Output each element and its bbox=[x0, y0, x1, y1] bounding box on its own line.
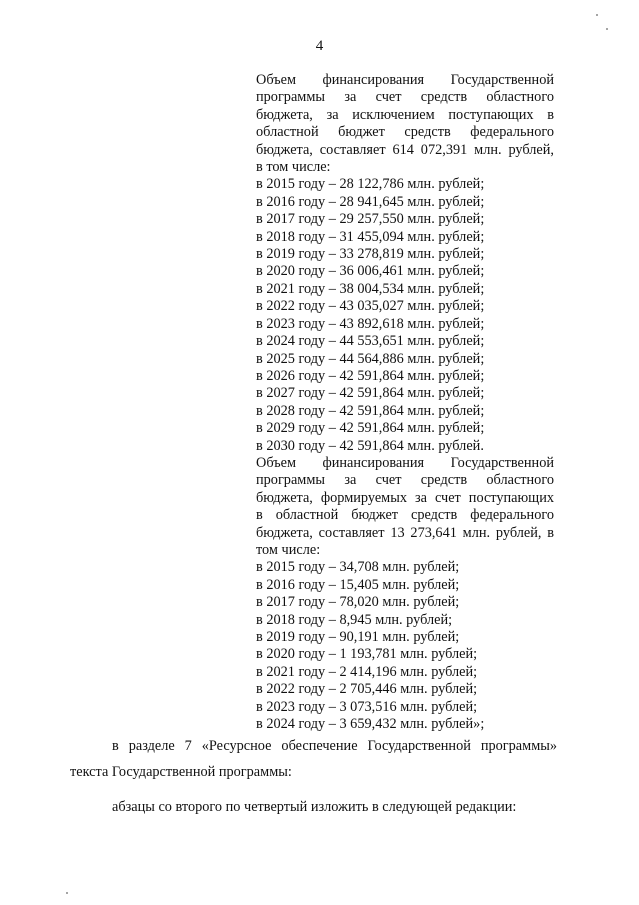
body-paragraph-program-text: текста Государственной программы: bbox=[70, 764, 292, 780]
yearly-amounts-list bbox=[256, 176, 554, 455]
intro-line: Объем финансирования Государственной bbox=[256, 72, 554, 88]
intro-line: бюджета, составляет 614 072,391 млн. рублей, bbox=[256, 141, 554, 158]
year-amount-line: в 2023 году – 3 073,516 млн. рублей; bbox=[256, 698, 478, 715]
yearly-amounts-list bbox=[256, 559, 554, 733]
year-amount-line: в 2028 году – 42 591,864 млн. рублей; bbox=[256, 402, 485, 419]
year-amount-line: в 2029 году – 42 591,864 млн. рублей; bbox=[256, 420, 485, 437]
year-amount-line: в 2019 году – 33 278,819 млн. рублей; bbox=[256, 246, 485, 263]
year-amount-line: в 2021 году – 38 004,534 млн. рублей; bbox=[256, 280, 485, 297]
year-amount-line: в 2020 году – 1 193,781 млн. рублей; bbox=[256, 646, 478, 663]
year-amount-line: в 2018 году – 8,945 млн. рублей; bbox=[256, 611, 453, 628]
scan-speck bbox=[606, 28, 608, 30]
year-amount-line: в 2027 году – 42 591,864 млн. рублей; bbox=[256, 385, 485, 402]
intro-line: Объем финансирования Государственной bbox=[256, 455, 554, 471]
body-paragraph-section-7: в разделе 7 «Ресурсное обеспечение Государственной программы» bbox=[112, 738, 557, 754]
year-amount-line: в 2022 году – 43 035,027 млн. рублей; bbox=[256, 298, 485, 315]
year-amount-line: в 2024 году – 3 659,432 млн. рублей»; bbox=[256, 716, 485, 733]
year-amount-line: в 2020 году – 36 006,461 млн. рублей; bbox=[256, 263, 485, 280]
financing-intro bbox=[256, 72, 554, 176]
year-amount-line: в 2018 году – 31 455,094 млн. рублей; bbox=[256, 228, 485, 245]
intro-line: том числе: bbox=[256, 542, 321, 559]
year-amount-line: в 2017 году – 78,020 млн. рублей; bbox=[256, 594, 460, 611]
financing-intro bbox=[256, 455, 554, 559]
year-amount-line: в 2019 году – 90,191 млн. рублей; bbox=[256, 629, 460, 646]
year-amount-line: в 2016 году – 28 941,645 млн. рублей; bbox=[256, 193, 485, 210]
intro-line: бюджета, формируемых за счет поступающих bbox=[256, 489, 554, 506]
body-paragraph-instruction: абзацы со второго по четвертый изложить в следующей редакции: bbox=[112, 799, 517, 815]
year-amount-line: в 2017 году – 29 257,550 млн. рублей; bbox=[256, 211, 485, 228]
year-amount-line: в 2021 году – 2 414,196 млн. рублей; bbox=[256, 663, 478, 680]
year-amount-line: в 2022 году – 2 705,446 млн. рублей; bbox=[256, 681, 478, 698]
page-number: 4 bbox=[315, 38, 324, 54]
intro-line: бюджета, составляет 13 273,641 млн. рублей, в bbox=[256, 524, 554, 541]
intro-line: бюджета, за исключением поступающих в bbox=[256, 106, 554, 123]
intro-line: в том числе: bbox=[256, 159, 331, 176]
year-amount-line: в 2015 году – 28 122,786 млн. рублей; bbox=[256, 176, 485, 193]
scan-speck bbox=[596, 14, 598, 16]
financing-block-regional bbox=[256, 72, 554, 455]
year-amount-line: в 2024 году – 44 553,651 млн. рублей; bbox=[256, 333, 485, 350]
intro-line: в областной бюджет средств федерального bbox=[256, 507, 554, 524]
year-amount-line: в 2016 году – 15,405 млн. рублей; bbox=[256, 576, 460, 593]
intro-line: программы за счет средств областного bbox=[256, 472, 554, 489]
year-amount-line: в 2026 году – 42 591,864 млн. рублей; bbox=[256, 367, 485, 384]
financing-block-federal bbox=[256, 455, 554, 734]
intro-line: программы за счет средств областного bbox=[256, 89, 554, 106]
scan-speck bbox=[66, 892, 68, 894]
intro-line: областной бюджет средств федерального bbox=[256, 124, 554, 141]
year-amount-line: в 2030 году – 42 591,864 млн. рублей. bbox=[256, 437, 484, 454]
year-amount-line: в 2025 году – 44 564,886 млн. рублей; bbox=[256, 350, 485, 367]
year-amount-line: в 2015 году – 34,708 млн. рублей; bbox=[256, 559, 460, 576]
year-amount-line: в 2023 году – 43 892,618 млн. рублей; bbox=[256, 315, 485, 332]
